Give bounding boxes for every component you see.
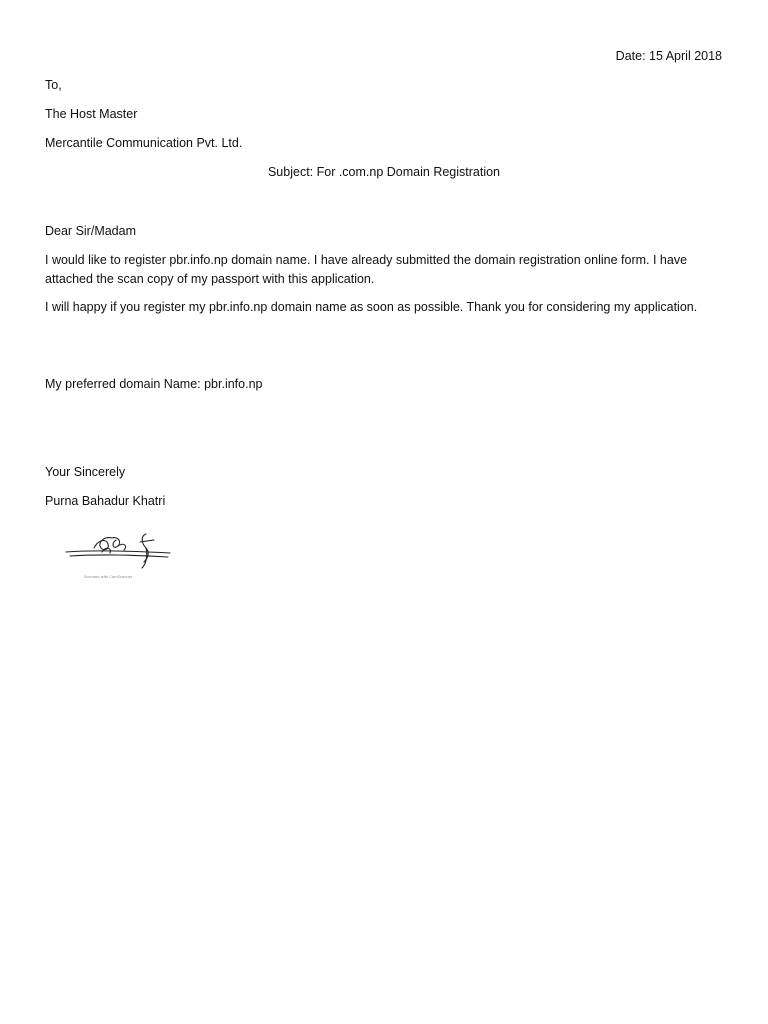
body-paragraph-1: I would like to register pbr.info.np domain name. I have already submitted the domain registration online form. I have attached the scan copy of my passport with this application. [45, 253, 688, 286]
to-line: To, [45, 78, 62, 92]
signature-image [62, 526, 177, 584]
letter-date: Date: 15 April 2018 [615, 49, 722, 63]
letter-subject: Subject: For .com.np Domain Registration [267, 165, 501, 179]
closing: Your Sincerely [45, 465, 126, 479]
signature-caption: Scanned with CamScanner [84, 575, 133, 579]
preferred-domain: My preferred domain Name: pbr.info.np [45, 377, 263, 391]
signer-name: Purna Bahadur Khatri [45, 494, 166, 508]
body-paragraph-2: I will happy if you register my pbr.info.np domain name as soon as possible. Thank you for considering my application. [45, 300, 698, 314]
recipient-organization: Mercantile Communication Pvt. Ltd. [45, 136, 243, 150]
salutation: Dear Sir/Madam [45, 224, 136, 238]
recipient-title: The Host Master [45, 107, 138, 121]
